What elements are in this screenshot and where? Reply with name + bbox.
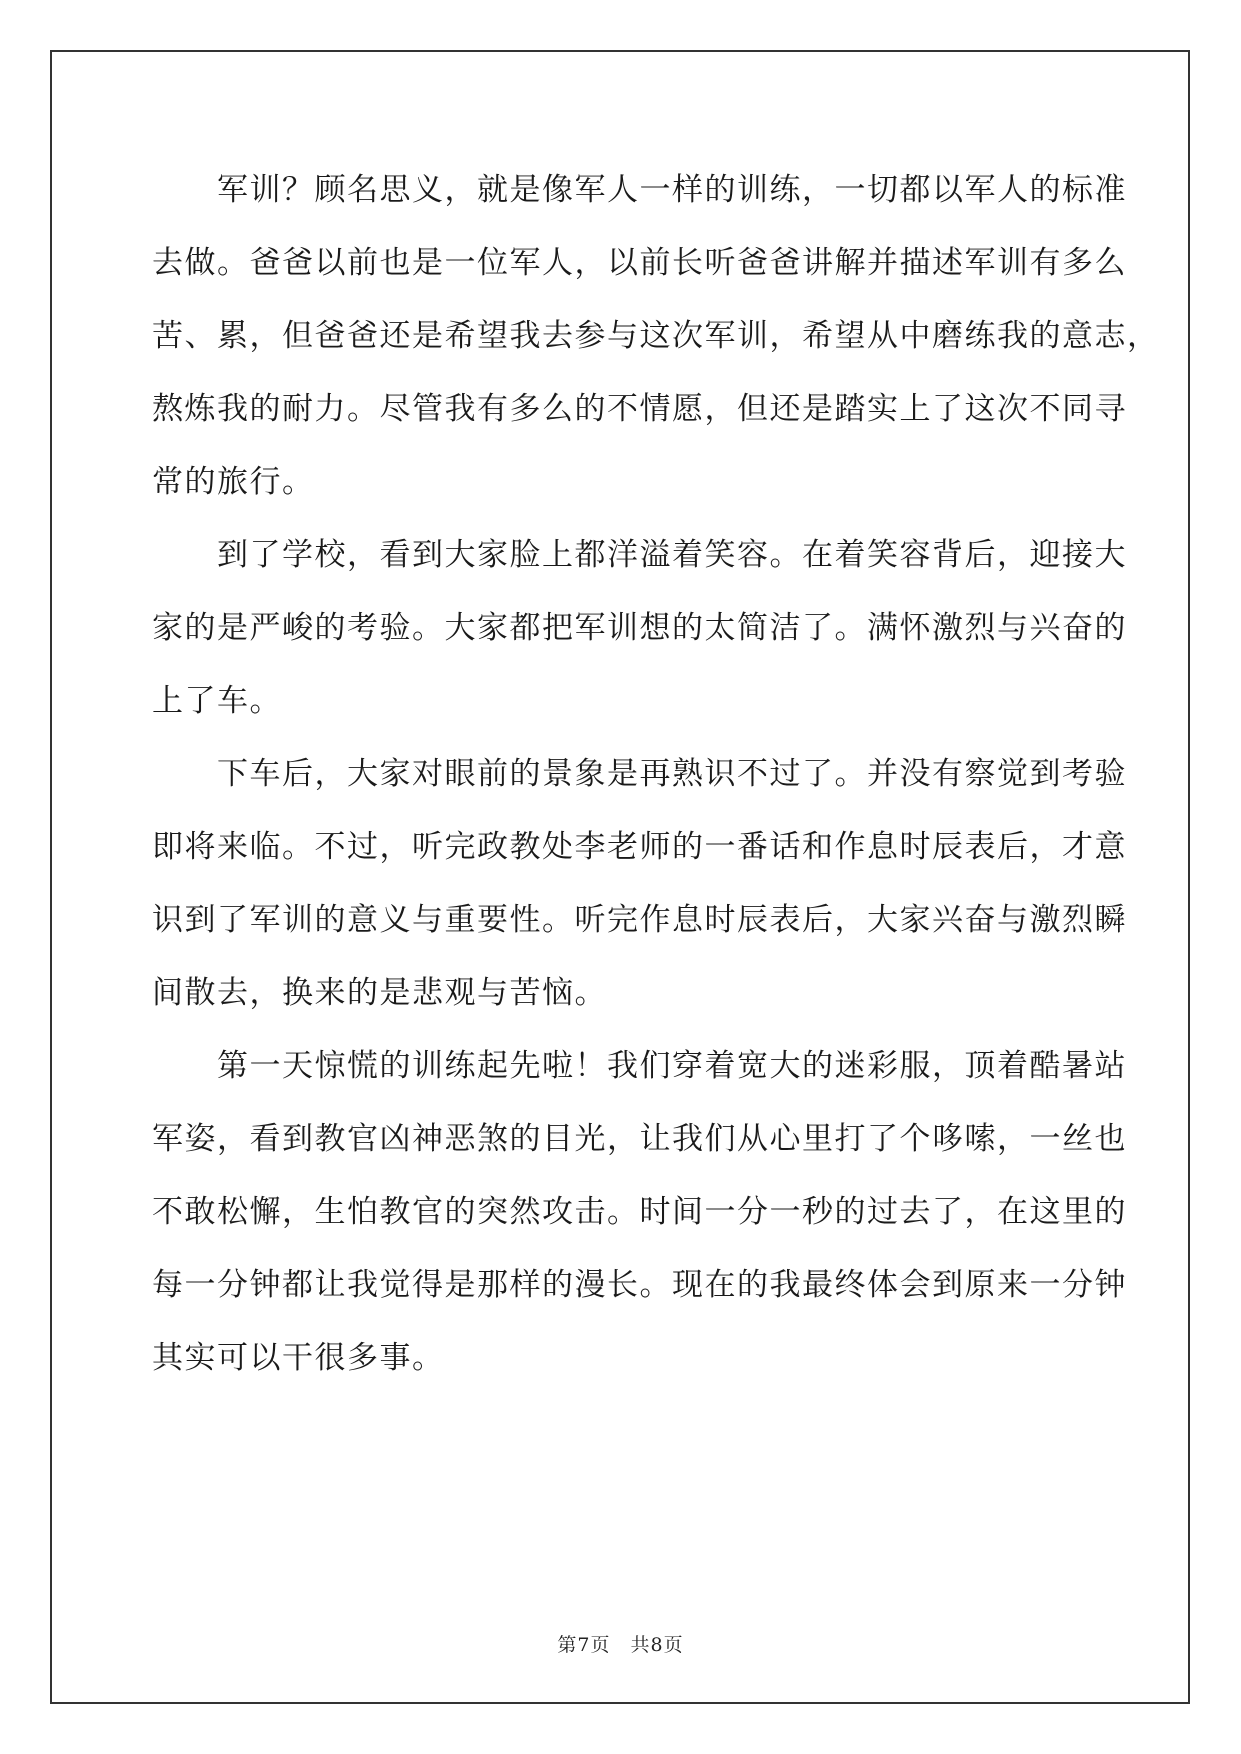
text-line: 常的旅行。 [152, 464, 315, 500]
text-line: 到了学校，看到大家脸上都洋溢着笑容。在着笑容背后，迎接大 [152, 537, 1127, 573]
page-border [50, 50, 1190, 1704]
text-line: 间散去，换来的是悲观与苦恼。 [152, 975, 607, 1011]
text-line: 上了车。 [152, 683, 282, 719]
text-line: 下车后，大家对眼前的景象是再熟识不过了。并没有察觉到考验 [152, 756, 1127, 792]
text-line: 第一天惊慌的训练起先啦！我们穿着宽大的迷彩服，顶着酷暑站 [152, 1048, 1127, 1084]
text-line: 军姿，看到教官凶神恶煞的目光，让我们从心里打了个哆嗦，一丝也 [152, 1121, 1127, 1157]
text-line: 家的是严峻的考验。大家都把军训想的太简洁了。满怀激烈与兴奋的 [152, 610, 1127, 646]
text-line: 不敢松懈，生怕教官的突然攻击。时间一分一秒的过去了，在这里的 [152, 1194, 1127, 1230]
text-line: 每一分钟都让我觉得是那样的漫长。现在的我最终体会到原来一分钟 [152, 1267, 1127, 1303]
text-line: 熬炼我的耐力。尽管我有多么的不情愿，但还是踏实上了这次不同寻 [152, 391, 1127, 427]
text-line: 去做。爸爸以前也是一位军人，以前长听爸爸讲解并描述军训有多么 [152, 245, 1127, 281]
text-line: 其实可以干很多事。 [152, 1340, 445, 1376]
text-line: 军训？顾名思义，就是像军人一样的训练，一切都以军人的标准 [152, 172, 1127, 208]
text-line: 苦、累，但爸爸还是希望我去参与这次军训，希望从中磨练我的意志， [152, 318, 1160, 354]
page-number: 第7页 共8页 [557, 1634, 684, 1656]
text-line: 识到了军训的意义与重要性。听完作息时辰表后，大家兴奋与激烈瞬 [152, 902, 1127, 938]
text-line: 即将来临。不过，听完政教处李老师的一番话和作息时辰表后，才意 [152, 829, 1127, 865]
